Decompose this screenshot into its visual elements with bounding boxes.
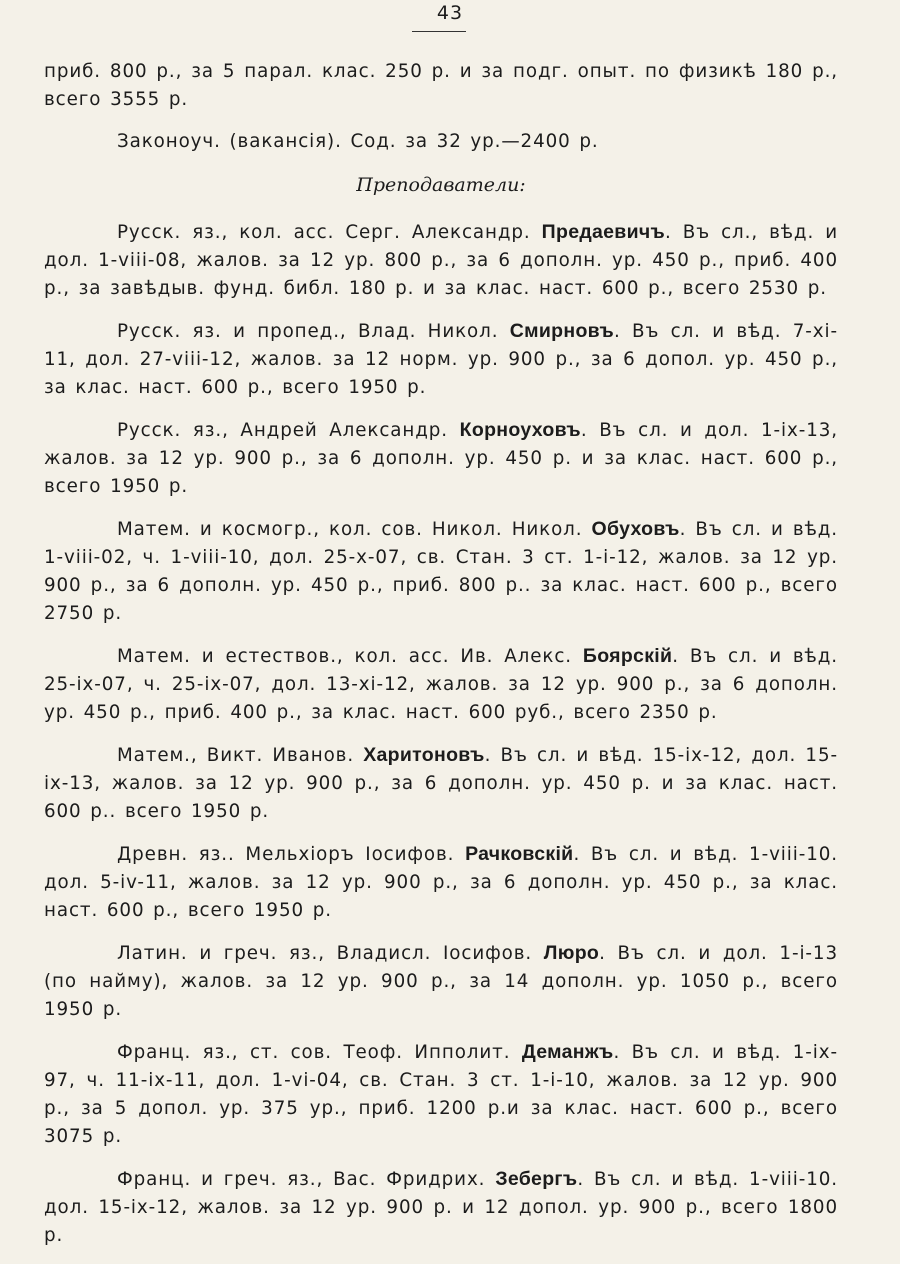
teacher-surname: Рачковскій: [465, 843, 574, 865]
teacher-service-details: . Въ сл. и дол. 1-i-13 (по найму), жалов. за 12 ур. 900 р., за 14 дополн. ур. 1050 р., всего 1950 р.: [44, 943, 838, 1020]
teacher-entry: [44, 1038, 838, 1151]
teacher-subject-and-names: Матем. и естествов., кол. асс. Ив. Алекс.: [117, 646, 583, 667]
page-number-rule: [412, 31, 466, 32]
teacher-subject-and-names: Древн. яз.. Мельхіоръ Іосифов.: [117, 844, 466, 865]
teacher-entry: [44, 939, 838, 1024]
teacher-service-details: . Въ сл. и вѣд. 1-viii-10. дол. 15-ix-12, жалов. за 12 ур. 900 р. и 12 допол. ур. 900 р., всего 1800 р.: [44, 1169, 838, 1246]
teacher-surname: Деманжъ: [521, 1041, 614, 1063]
teacher-subject-and-names: Русск. яз., кол. асс. Серг. Александр.: [117, 222, 542, 243]
teacher-subject-and-names: Латин. и греч. яз., Владисл. Іосифов.: [117, 943, 544, 964]
teacher-entry: [44, 741, 838, 826]
teacher-surname: Люро: [543, 942, 600, 964]
teacher-service-details: . Въ сл., вѣд. и дол. 1-viii-08, жалов. за 12 ур. 800 р., за 6 дополн. ур. 450 р., приб. 400 р., за завѣдыв. фунд. библ. 180 р. и за клас. наст. 600 р., всего 2530 р.: [44, 222, 838, 299]
teacher-surname: Боярскій: [582, 645, 673, 667]
teacher-subject-and-names: Франц. яз., ст. сов. Теоф. Ипполит.: [117, 1042, 522, 1063]
teacher-service-details: . Въ сл. и вѣд. 1-viii-02, ч. 1-viii-10, дол. 25-x-07, св. Стан. 3 ст. 1-i-12, жалов. за 12 ур. 900 р., за 6 дополн. ур. 450 р., приб. 800 р.. за клас. наст. 600 р., всего 2750 р.: [44, 519, 839, 624]
teacher-surname: Предаевичъ: [541, 221, 666, 243]
teacher-entry: [44, 1165, 838, 1250]
teacher-subject-and-names: Русск. яз., Андрей Александр.: [117, 420, 460, 441]
continued-paragraph: приб. 800 р., за 5 парал. клас. 250 р. и за подг. опыт. по физикѣ 180 р., всего 3555 р.: [44, 61, 838, 110]
teacher-entry: [44, 515, 838, 628]
teacher-surname: Обуховъ: [591, 518, 680, 540]
teacher-service-details: . Въ сл. и вѣд. 15-ix-12, дол. 15-ix-13, жалов. за 12 ур. 900 р., за 6 дополн. ур. 450 р. и за клас. наст. 600 р.. всего 1950 р.: [44, 745, 838, 822]
teacher-service-details: . Въ сл. и вѣд. 25-ix-07, ч. 25-ix-07, дол. 13-xi-12, жалов. за 12 ур. 900 р., за 6 дополн. ур. 450 р., приб. 400 р., за клас. наст. 600 руб., всего 2350 р.: [44, 646, 838, 723]
page-body: [44, 58, 838, 1264]
teacher-subject-and-names: Франц. и греч. яз., Вас. Фридрих.: [117, 1169, 496, 1190]
teacher-surname: Зебергъ: [495, 1168, 578, 1190]
teacher-subject-and-names: Русск. яз. и пропед., Влад. Никол.: [117, 321, 510, 342]
teacher-entry: [44, 642, 838, 727]
teacher-service-details: . Въ сл. и вѣд. 1-viii-10. дол. 5-iv-11, жалов. за 12 ур. 900 р., за 6 дополн. ур. 450 р., за клас. наст. 600 р., всего 1950 р.: [44, 844, 838, 921]
teacher-service-details: . Въ сл. и дол. 1-ix-13, жалов. за 12 ур. 900 р., за 6 дополн. ур. 450 р. и за клас. наст. 600 р., всего 1950 р.: [44, 420, 838, 497]
teacher-surname: Корноуховъ: [459, 419, 581, 441]
teacher-subject-and-names: Матем. и космогр., кол. сов. Никол. Никол.: [117, 519, 592, 540]
teacher-list: [44, 218, 838, 1250]
teacher-entry: [44, 317, 838, 402]
teacher-service-details: . Въ сл. и вѣд. 1-ix-97, ч. 11-ix-11, дол. 1-vi-04, св. Стан. 3 ст. 1-i-10, жалов. за 12 ур. 900 р., за 5 допол. ур. 375 ур., приб. 1200 р.и за клас. наст. 600 р., всего 3075 р.: [44, 1042, 838, 1147]
teacher-entry: [44, 218, 838, 303]
teacher-surname: Смирновъ: [509, 320, 614, 342]
teacher-entry: [44, 416, 838, 501]
teacher-entry: [44, 840, 838, 925]
teacher-subject-and-names: Матем., Викт. Иванов.: [117, 745, 364, 766]
page-number: 43: [436, 2, 464, 24]
teacher-surname: Харитоновъ: [363, 744, 485, 766]
chaplain-paragraph: Законоуч. (вакансія). Сод. за 32 ур.—2400 р.: [117, 131, 599, 152]
teacher-service-details: . Въ сл. и вѣд. 7-xi-11, дол. 27-viii-12, жалов. за 12 норм. ур. 900 р., за 6 допол. ур. 450 р., за клас. наст. 600 р., всего 1950 р.: [44, 321, 838, 398]
section-heading: Преподаватели:: [356, 174, 526, 196]
